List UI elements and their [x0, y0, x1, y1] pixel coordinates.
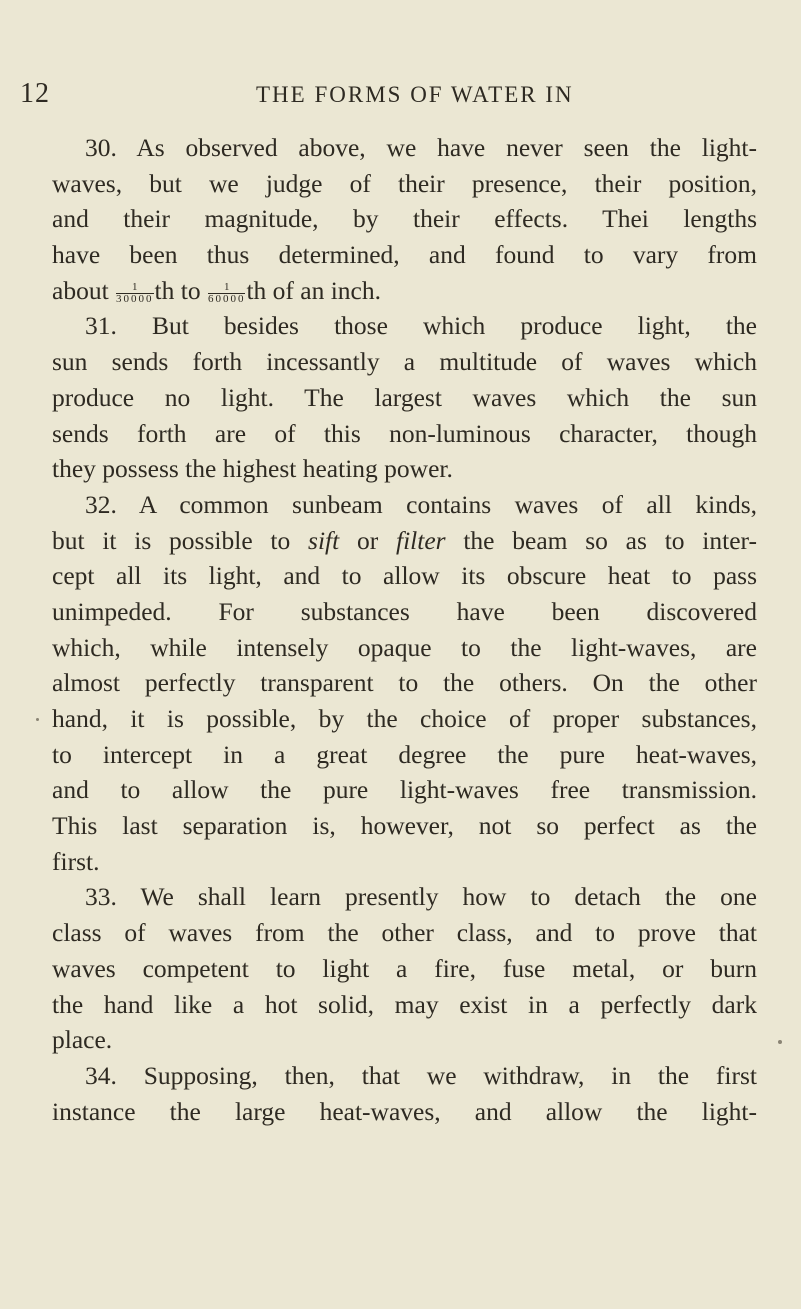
text-line: unimpeded. For substances have been discovered	[52, 596, 757, 626]
text-line: hand, it is possible, by the choice of proper substances,	[52, 704, 757, 733]
text-line: waves competent to light a fire, fuse metal, or burn	[52, 953, 757, 983]
text-line: which, while intensely opaque to the light-waves, are	[52, 632, 757, 662]
text-line: 32. A common sunbeam contains waves of all kinds,	[85, 489, 757, 519]
text-line: 30. As observed above, we have never seen the light-	[85, 133, 757, 162]
text-line: to intercept in a great degree the pure heat-waves,	[52, 739, 757, 769]
text-fragment: but it is possible to	[52, 525, 309, 555]
fraction-denominator: 60000	[207, 292, 246, 305]
text-line: 34. Supposing, then, that we withdraw, in the first	[85, 1060, 757, 1090]
text-line: produce no light. The largest waves which the sun	[52, 382, 757, 412]
running-title: THE FORMS OF WATER IN	[256, 82, 574, 107]
text-line: they possess the highest heating power.	[52, 454, 453, 484]
text-line	[52, 523, 757, 559]
fraction-numerator: 1	[116, 282, 154, 294]
text-line: have been thus determined, and found to vary from	[52, 240, 757, 270]
text-line: waves, but we judge of their presence, their position,	[52, 168, 757, 198]
text-line: 33. We shall learn presently how to detach the one	[85, 882, 757, 912]
italic-word: sift	[308, 525, 340, 555]
text-line: cept all its light, and to allow its obscure heat to pass	[52, 561, 757, 591]
text-line: sends forth are of this non-luminous character, though	[52, 418, 757, 448]
text-fragment: about	[52, 275, 116, 305]
italic-word: filter	[395, 525, 446, 555]
fraction	[116, 282, 154, 305]
page-number: 12	[20, 78, 50, 109]
text-line: and to allow the pure light-waves free transmission.	[52, 775, 757, 805]
text-line: almost perfectly transparent to the others. On the other	[52, 668, 757, 698]
fraction-numerator: 1	[208, 282, 246, 294]
text-line: 31. But besides those which produce light, the	[85, 311, 757, 341]
text-line: sun sends forth incessantly a multitude of waves which	[52, 347, 757, 377]
text-line: This last separation is, however, not so perfect as the	[52, 811, 757, 841]
text-line: place.	[52, 1025, 113, 1055]
text-line: first.	[52, 846, 100, 876]
text-line	[52, 273, 757, 309]
fraction-denominator: 30000	[116, 292, 154, 305]
text-line: and their magnitude, by their effects. Thei lengths	[52, 204, 757, 234]
text-line: instance the large heat-waves, and allow the light-	[52, 1096, 757, 1126]
text-fragment: th to	[154, 275, 207, 305]
paper-speck	[778, 1040, 782, 1044]
text-line: class of waves from the other class, and to prove that	[52, 918, 757, 948]
text-fragment: th of an inch.	[246, 275, 382, 305]
text-fragment: the beam so as to inter-	[445, 525, 757, 555]
text-fragment: or	[339, 525, 396, 555]
text-line: the hand like a hot solid, may exist in a perfectly dark	[52, 989, 757, 1019]
fraction	[208, 282, 246, 305]
paper-speck	[36, 718, 39, 721]
body-text	[52, 130, 757, 1129]
